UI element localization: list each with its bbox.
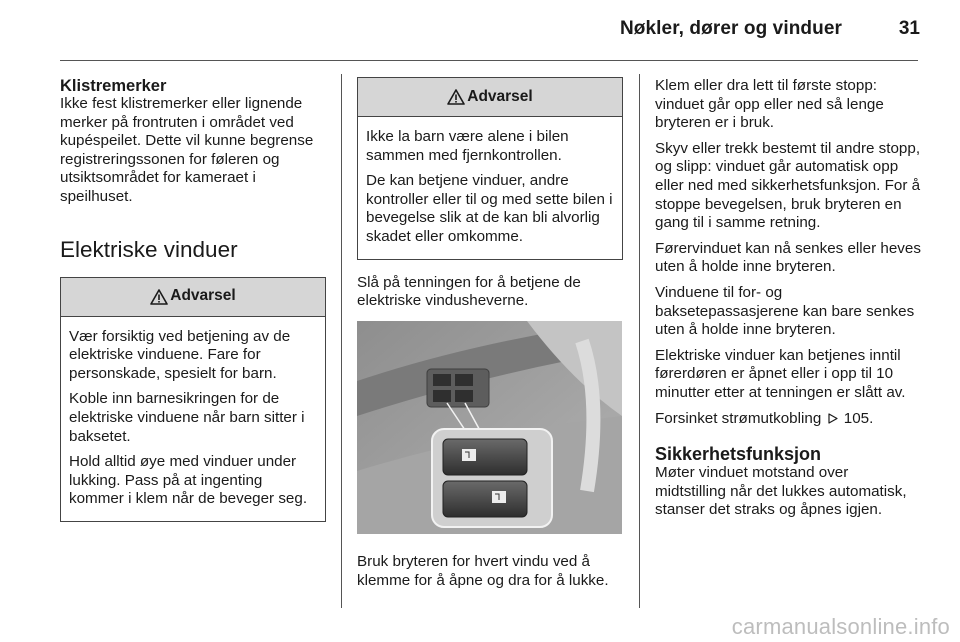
body-paragraph: Skyv eller trekk bestemt til andre stopp, og slipp: vinduet går automatisk opp eller ned med sikkerhetsfunksjon. For å stoppe bevegelsen, bruk bryteren en gang til i samme retning. xyxy=(655,139,921,232)
safety-text: Møter vinduet motstand over midtstilling når det lukkes automatisk, stanser det straks og åpnes igjen. xyxy=(655,464,907,519)
body-paragraph: Vinduene til for- og baksetepassasjerene kan bare senkes uten å holde inne bryteren. xyxy=(655,283,915,339)
stickers-text: Ikke fest klistremerker eller lignende merker på frontruten i området ved kupéspeilet. Dette vil kunne begrense registreringssonen for føleren og utsiktsområdet for kameraet i speilhuset. xyxy=(60,95,314,205)
safety-heading: Sikkerhetsfunksjon xyxy=(655,444,822,465)
page-reference-triangle-icon xyxy=(828,413,838,424)
warning-paragraph: Vær forsiktig ved betjening av de elektriske vinduene. Fare for personskade, spesielt for barn. xyxy=(69,327,291,382)
warning-title: Advarsel xyxy=(170,287,236,305)
warning-header xyxy=(61,278,325,317)
body-paragraph: Førervinduet kan nå senkes eller heves uten å holde inne bryteren. xyxy=(655,239,921,276)
delayed-text: Forsinket strømutkobling xyxy=(655,409,822,427)
intro-text: Slå på tenningen for å betjene de elektriske vindusheverne. xyxy=(357,273,581,310)
column-divider xyxy=(639,74,640,608)
warning-box xyxy=(60,277,326,522)
body-paragraph: Elektriske vinduer kan betjenes inntil førerdøren er åpnet eller i opp til 10 minutter etter at tenningen er slått av. xyxy=(655,346,906,401)
warning-header xyxy=(358,78,622,117)
page-title: Nøkler, dører og vinduer xyxy=(619,18,842,39)
warning-paragraph: Ikke la barn være alene i bilen sammen med fjernkontrollen. xyxy=(366,128,569,164)
column-1 xyxy=(60,77,326,536)
warning-box xyxy=(357,77,623,260)
section-heading: Elektriske vinduer xyxy=(60,236,238,262)
page-number: 31 xyxy=(898,18,920,39)
column-divider xyxy=(341,74,342,608)
column-3 xyxy=(655,77,923,520)
window-switch-photo xyxy=(357,321,622,534)
warning-triangle-icon xyxy=(447,89,465,105)
warning-body xyxy=(358,117,622,259)
column-2 xyxy=(357,77,623,591)
warning-triangle-icon xyxy=(150,289,168,305)
delayed-power-off-line xyxy=(655,410,923,429)
warning-title: Advarsel xyxy=(467,87,533,105)
photo-caption: Bruk bryteren for hvert vindu ved å klemme for å åpne og dra for å lukke. xyxy=(357,553,609,589)
page-reference[interactable]: 105. xyxy=(843,409,874,427)
stickers-heading: Klistremerker xyxy=(60,77,167,95)
warning-paragraph: De kan betjene vinduer, andre kontroller eller til og med sette bilen i bevegelse slik at de kan bli alvorlig skadet eller omkomme. xyxy=(366,172,613,245)
warning-body xyxy=(61,317,325,521)
header-rule xyxy=(60,60,918,61)
body-paragraph: Klem eller dra lett til første stopp: vinduet går opp eller ned så lenge bryteren er i bruk. xyxy=(655,77,884,132)
page-header xyxy=(0,0,960,60)
warning-paragraph: Hold alltid øye med vinduer under lukking. Pass på at ingenting kommer i klem når de beveger seg. xyxy=(69,453,308,508)
warning-paragraph: Koble inn barnesikringen for de elektriske vinduene når barn sitter i baksetet. xyxy=(69,390,305,445)
watermark: carmanualsonline.info xyxy=(731,614,950,639)
